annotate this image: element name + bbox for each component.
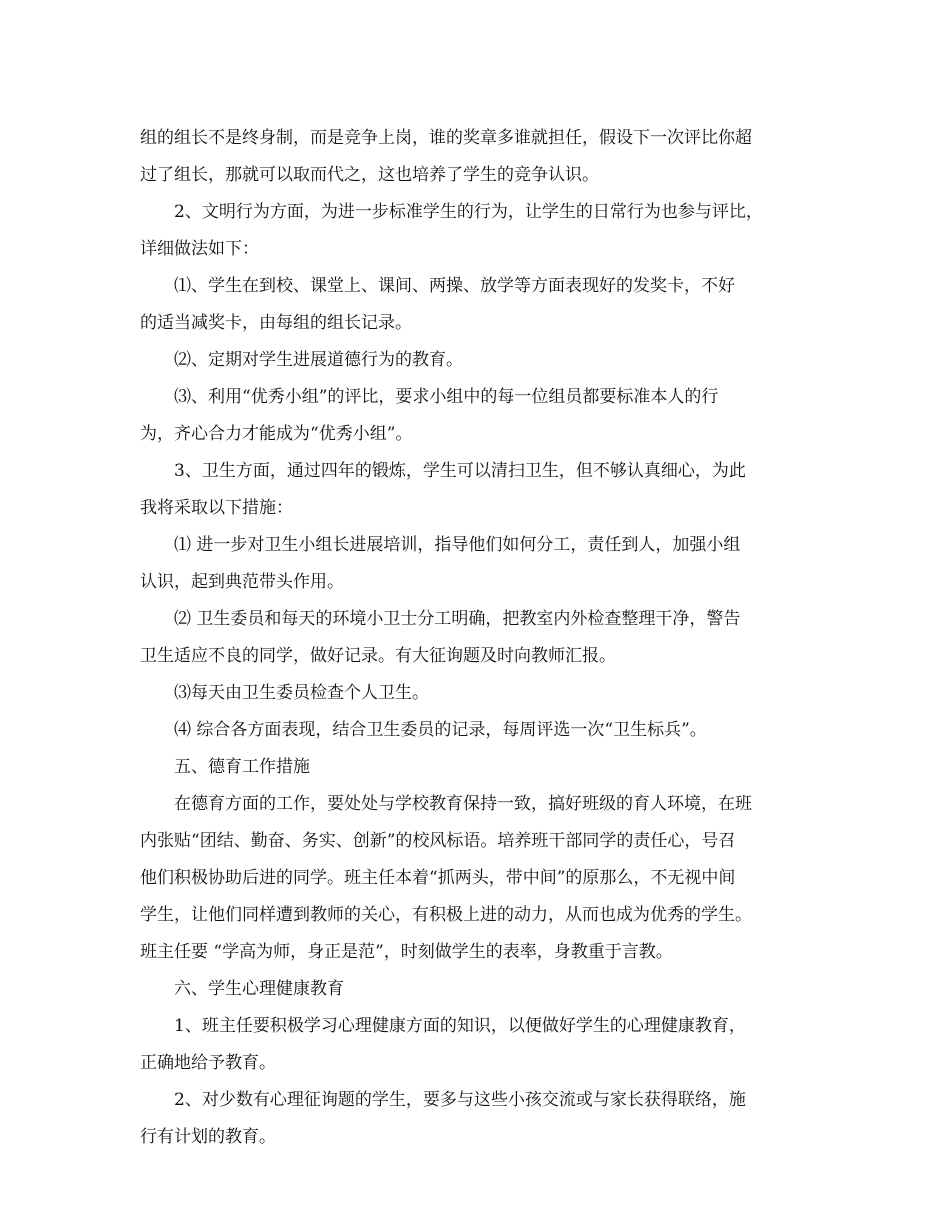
text-line: 为，齐心合力才能成为“优秀小组”。 [140,424,413,444]
text-line: ⑷ 综合各方面表现，结合卫生委员的记录，每周评选一次“卫生标兵”。 [174,720,707,740]
text-line: 行有计划的教育。 [140,1127,276,1147]
text-line: ⑵ 卫生委员和每天的环境小卫士分工明确，把教室内外检查整理干净，警告 [174,609,741,629]
text-line: 详细做法如下： [140,239,259,259]
text-line: ⑴、学生在到校、课堂上、课间、两操、放学等方面表现好的发奖卡，不好 [174,276,735,296]
section-heading: 五、德育工作措施 [174,757,310,777]
text-line: 内张贴“团结、勤奋、务实、创新”的校风标语。培养班干部同学的责任心，号召 [140,831,736,851]
text-line: 正确地给予教育。 [140,1053,276,1073]
text-line: 过了组长，那就可以取而代之，这也培养了学生的竞争认识。 [140,165,599,185]
text-line: ⑶每天由卫生委员检查个人卫生。 [174,683,429,703]
text-line: 认识，起到典范带头作用。 [140,572,344,592]
text-line: ⑵、定期对学生进展道德行为的教育。 [174,350,463,370]
text-line: 1、班主任要积极学习心理健康方面的知识，以便做好学生的心理健康教育， [174,1016,746,1036]
section-heading: 六、学生心理健康教育 [174,979,344,999]
text-line: 他们积极协助后进的同学。班主任本着“抓两头，带中间”的原那么，不无视中间 [140,868,736,888]
text-line: 2、文明行为方面，为进一步标准学生的行为，让学生的日常行为也参与评比， [174,202,763,222]
text-line: 班主任要 “学高为师，身正是范”，时刻做学生的表率，身教重于言教。 [140,942,673,962]
text-line: 2、对少数有心理征询题的学生，要多与这些小孩交流或与家长获得联络，施 [174,1090,746,1110]
text-line: 学生，让他们同样遭到教师的关心，有积极上进的动力，从而也成为优秀的学生。 [140,905,752,925]
text-line: ⑴ 进一步对卫生小组长进展培训，指导他们如何分工，责任到人，加强小组 [174,535,741,555]
text-line: 我将采取以下措施： [140,498,293,518]
document-body [140,120,812,1156]
text-line: 组的组长不是终身制，而是竞争上岗，谁的奖章多谁就担任，假设下一次评比你超 [140,128,752,148]
text-line: 3、卫生方面，通过四年的锻炼，学生可以清扫卫生，但不够认真细心，为此 [174,461,746,481]
text-line: 的适当减奖卡，由每组的组长记录。 [140,313,412,333]
text-line: 卫生适应不良的同学，做好记录。有大征询题及时向教师汇报。 [140,646,616,666]
text-line: ⑶、利用“优秀小组”的评比，要求小组中的每一位组员都要标准本人的行 [174,387,719,407]
text-line: 在德育方面的工作，要处处与学校教育保持一致，搞好班级的育人环境，在班 [174,794,752,814]
